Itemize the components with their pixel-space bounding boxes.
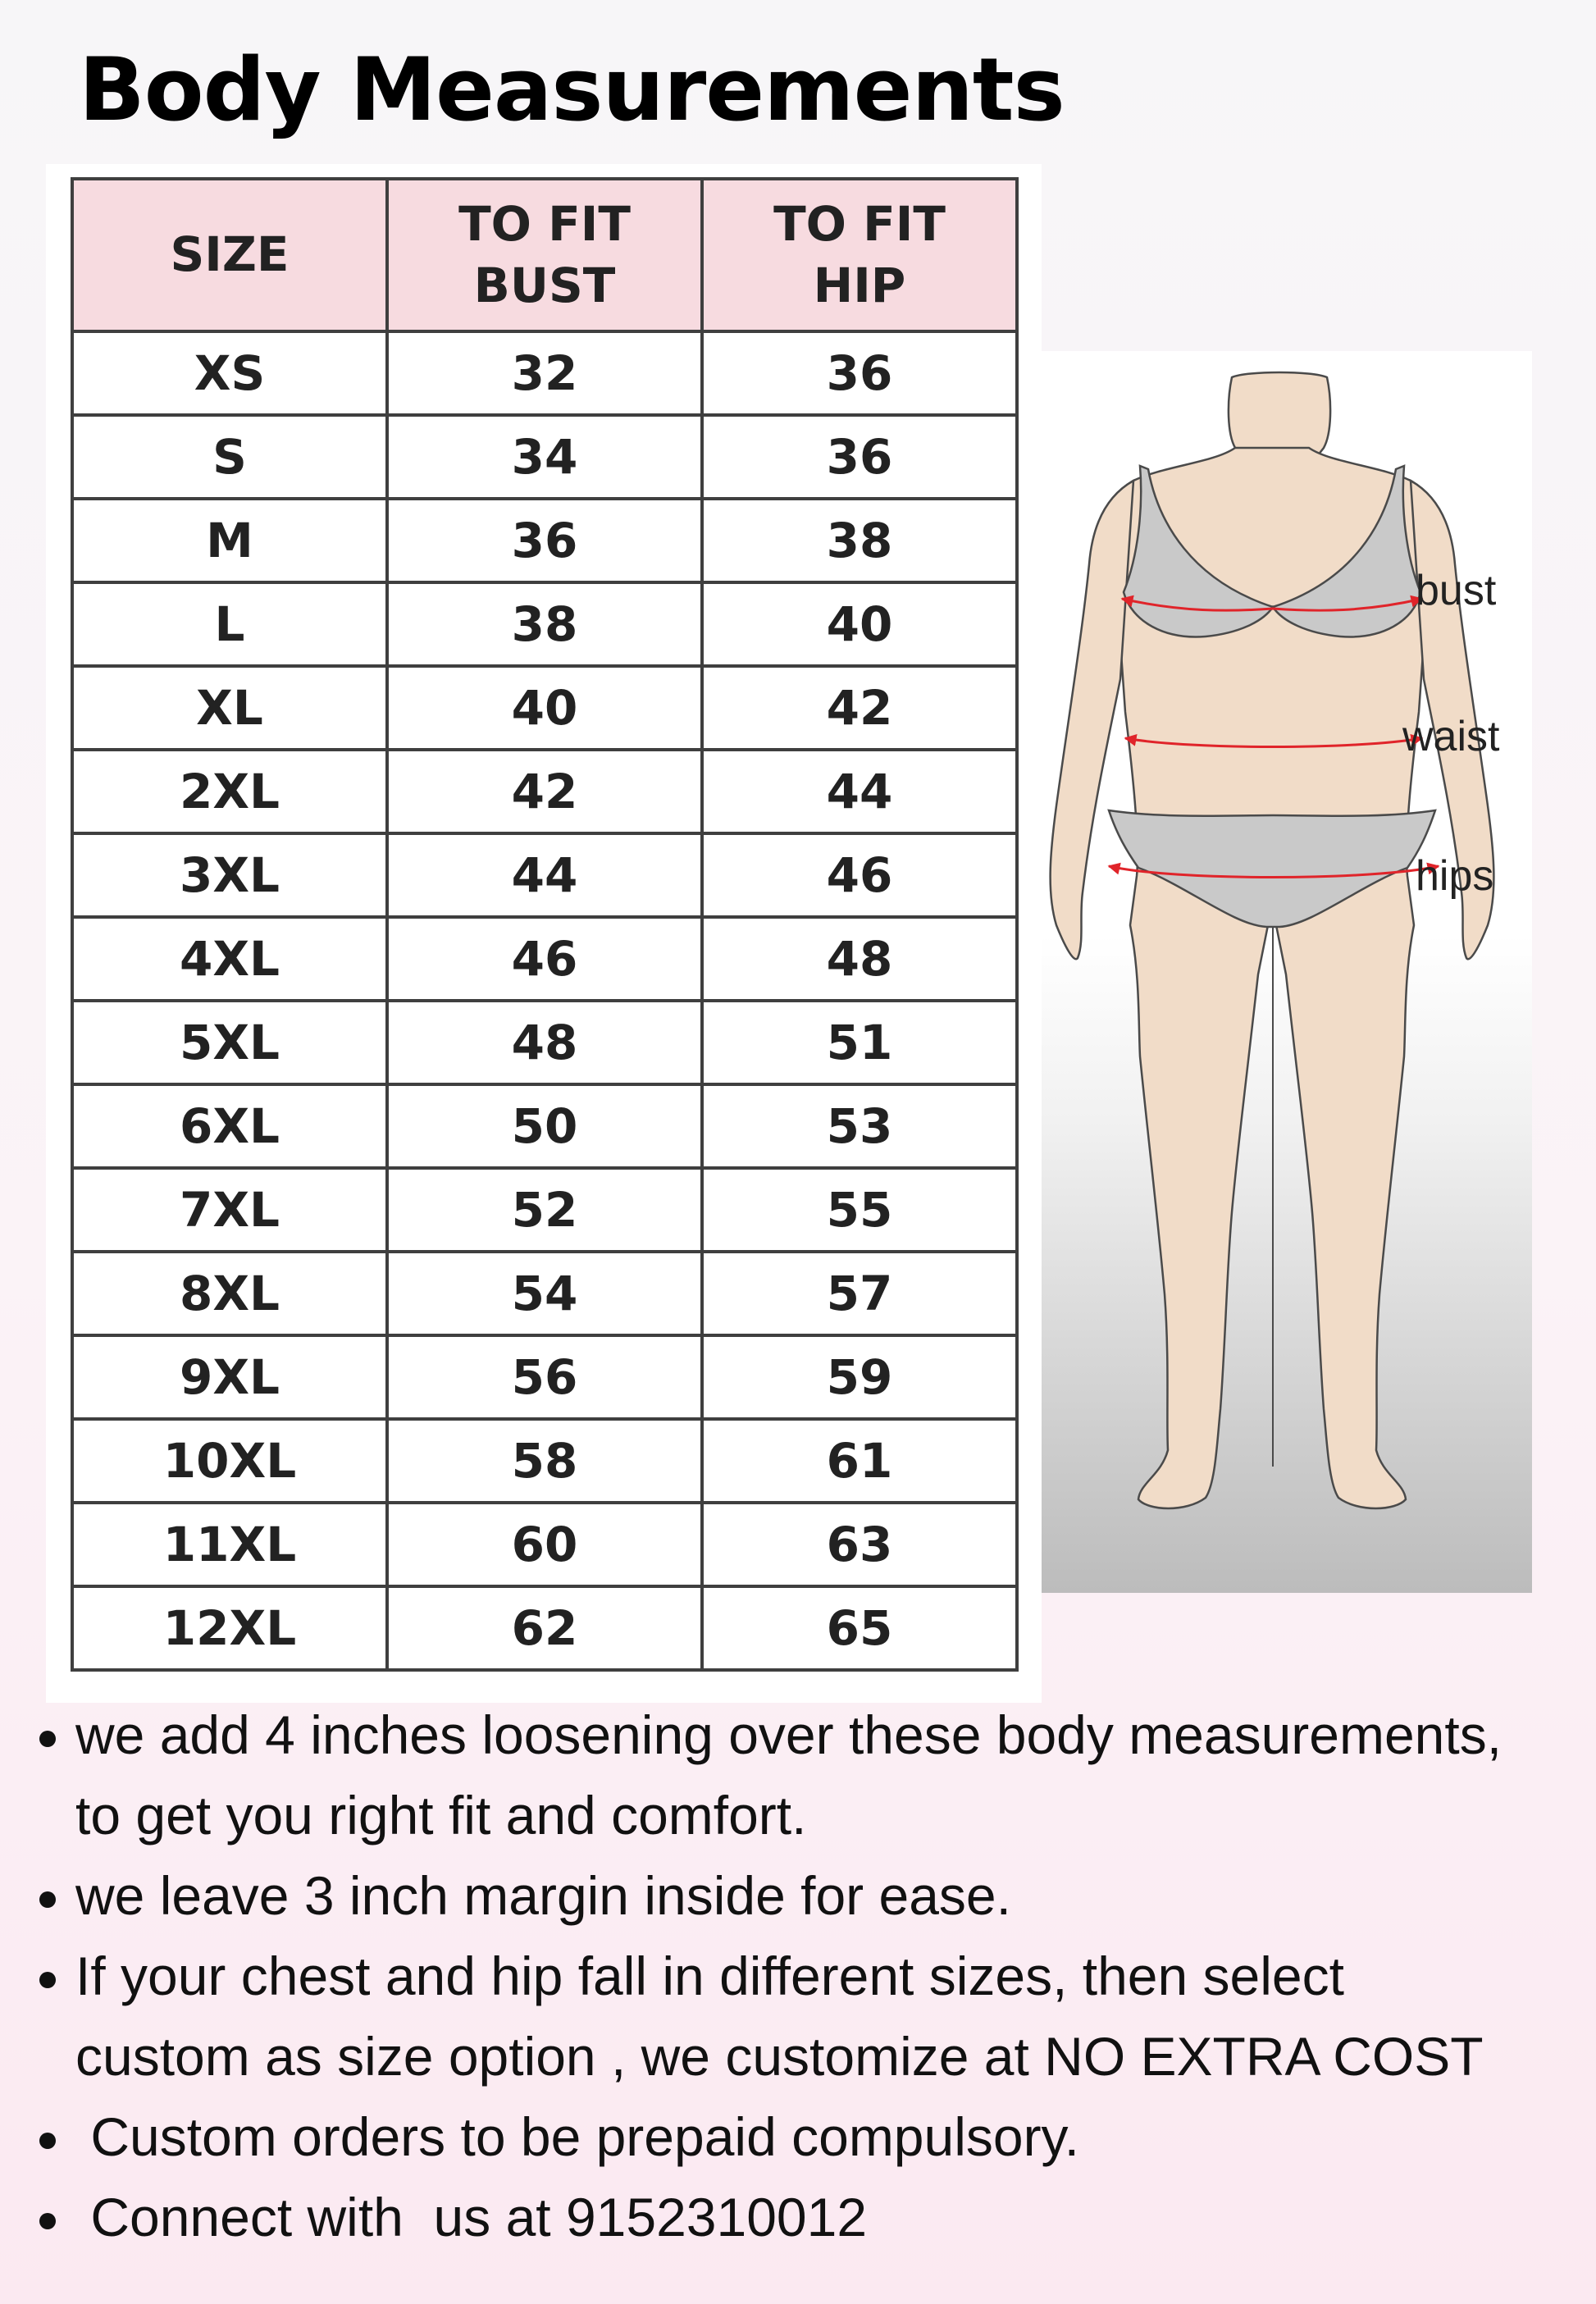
- hip-cell: 59: [702, 1335, 1017, 1419]
- table-row: [72, 1335, 1017, 1419]
- mannequin-left-arm: [1051, 481, 1133, 959]
- table-row: [72, 415, 1017, 499]
- bust-cell: 46: [387, 917, 702, 1001]
- hip-cell: 63: [702, 1503, 1017, 1586]
- hip-cell: 42: [702, 666, 1017, 750]
- header-bust-line-2: BUST: [473, 258, 616, 313]
- note-text-line: to get you right fit and comfort.: [75, 1785, 807, 1845]
- hip-cell: 46: [702, 833, 1017, 917]
- notes-list: [33, 1695, 1502, 2257]
- bust-cell: 48: [387, 1001, 702, 1084]
- hip-cell: 38: [702, 499, 1017, 582]
- size-chart-panel: [46, 164, 1042, 1703]
- table-header-row: [72, 179, 1017, 331]
- bust-cell: 54: [387, 1252, 702, 1335]
- bust-cell: 58: [387, 1419, 702, 1503]
- hip-cell: 53: [702, 1084, 1017, 1168]
- bust-cell: 42: [387, 750, 702, 833]
- size-cell: 5XL: [72, 1001, 387, 1084]
- note-text-line: custom as size option , we customize at NO EXTRA COST: [75, 2026, 1484, 2087]
- hip-cell: 40: [702, 582, 1017, 666]
- size-cell: 11XL: [72, 1503, 387, 1586]
- note-item: [33, 1936, 1502, 2096]
- hip-cell: 36: [702, 331, 1017, 415]
- note-text-line: If your chest and hip fall in different sizes, then select: [75, 1946, 1344, 2006]
- size-cell: M: [72, 499, 387, 582]
- table-row: [72, 1503, 1017, 1586]
- bust-cell: 56: [387, 1335, 702, 1419]
- bust-cell: 44: [387, 833, 702, 917]
- note-text-line: we leave 3 inch margin inside for ease.: [75, 1865, 1011, 1926]
- hip-cell: 57: [702, 1252, 1017, 1335]
- bust-cell: 52: [387, 1168, 702, 1252]
- hip-cell: 48: [702, 917, 1017, 1001]
- size-chart-body: [72, 331, 1017, 1670]
- bust-cell: 36: [387, 499, 702, 582]
- header-hip-line-2: HIP: [813, 258, 906, 313]
- table-row: [72, 1084, 1017, 1168]
- note-item: [33, 2177, 1502, 2257]
- size-cell: 4XL: [72, 917, 387, 1001]
- size-cell: 3XL: [72, 833, 387, 917]
- bust-cell: 40: [387, 666, 702, 750]
- note-text-line: we add 4 inches loosening over these body measurements,: [75, 1704, 1503, 1765]
- size-cell: XL: [72, 666, 387, 750]
- hip-cell: 55: [702, 1168, 1017, 1252]
- waist-label: waist: [1402, 713, 1500, 760]
- body-figure-illustration: [1042, 351, 1532, 1593]
- size-cell: 2XL: [72, 750, 387, 833]
- table-row: [72, 917, 1017, 1001]
- page-title: Body Measurements: [79, 39, 1065, 140]
- hips-label: hips: [1416, 852, 1494, 900]
- hip-cell: 61: [702, 1419, 1017, 1503]
- body-figure-panel: [1042, 351, 1532, 1593]
- hip-cell: 44: [702, 750, 1017, 833]
- table-row: [72, 331, 1017, 415]
- size-chart-table: [71, 177, 1019, 1672]
- size-cell: 10XL: [72, 1419, 387, 1503]
- bust-cell: 38: [387, 582, 702, 666]
- hip-cell: 36: [702, 415, 1017, 499]
- note-item: [33, 2096, 1502, 2177]
- table-row: [72, 499, 1017, 582]
- table-row: [72, 666, 1017, 750]
- size-cell: 9XL: [72, 1335, 387, 1419]
- header-size: [72, 179, 387, 331]
- bust-cell: 32: [387, 331, 702, 415]
- table-row: [72, 750, 1017, 833]
- size-cell: 7XL: [72, 1168, 387, 1252]
- mannequin-body: [1051, 372, 1497, 1508]
- header-bust-line-1: TO FIT: [458, 195, 631, 252]
- table-row: [72, 1168, 1017, 1252]
- size-cell: L: [72, 582, 387, 666]
- table-row: [72, 1252, 1017, 1335]
- note-item: [33, 1855, 1502, 1936]
- bust-cell: 34: [387, 415, 702, 499]
- bust-cell: 50: [387, 1084, 702, 1168]
- table-row: [72, 1419, 1017, 1503]
- table-row: [72, 1586, 1017, 1670]
- table-row: [72, 833, 1017, 917]
- bust-cell: 62: [387, 1586, 702, 1670]
- size-cell: 6XL: [72, 1084, 387, 1168]
- size-cell: S: [72, 415, 387, 499]
- header-bust: [387, 179, 702, 331]
- table-row: [72, 1001, 1017, 1084]
- size-cell: XS: [72, 331, 387, 415]
- table-row: [72, 582, 1017, 666]
- hip-cell: 51: [702, 1001, 1017, 1084]
- note-text-line: Connect with us at 9152310012: [75, 2187, 868, 2247]
- note-item: [33, 1695, 1502, 1855]
- size-cell: 12XL: [72, 1586, 387, 1670]
- bust-cell: 60: [387, 1503, 702, 1586]
- bust-label: bust: [1416, 567, 1497, 614]
- header-hip-line-1: TO FIT: [773, 195, 946, 252]
- header-hip: [702, 179, 1017, 331]
- size-cell: 8XL: [72, 1252, 387, 1335]
- note-text-line: Custom orders to be prepaid compulsory.: [75, 2106, 1079, 2167]
- header-size-label: SIZE: [170, 226, 290, 283]
- hip-cell: 65: [702, 1586, 1017, 1670]
